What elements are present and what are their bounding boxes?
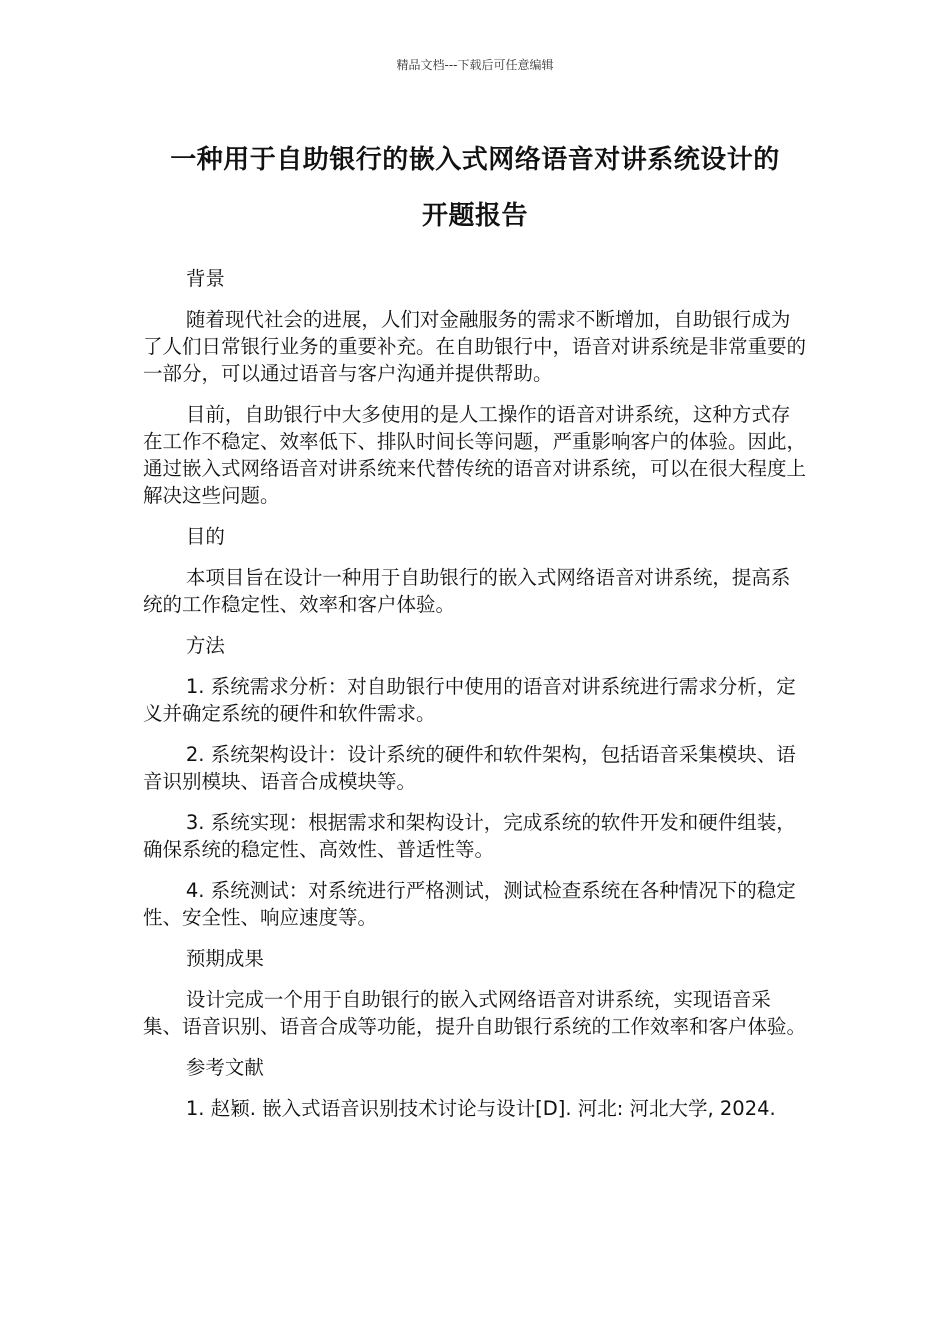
section-heading-background: 背景	[185, 267, 225, 290]
background-paragraph-2: 目前，自助银行中大多使用的是人工操作的语音对讲系统，这种方式存在工作不稳定、效率低下、排队时间长等问题，严重影响客户的体验。因此，通过嵌入式网络语音对讲系统来代替传统的语音对讲系统，可以在很大程度上解决这些问题。	[143, 403, 807, 507]
section-heading-method: 方法	[185, 634, 225, 657]
title-line-1: 一种用于自助银行的嵌入式网络语音对讲系统设计的	[170, 145, 780, 175]
background-paragraph-1: 随着现代社会的进展，人们对金融服务的需求不断增加，自助银行成为了人们日常银行业务的重要补充。在自助银行中，语音对讲系统是非常重要的一部分，可以通过语音与客户沟通并提供帮助。	[143, 308, 807, 385]
method-item-1: 1. 系统需求分析：对自助银行中使用的语音对讲系统进行需求分析，定义并确定系统的硬件和软件需求。	[143, 675, 796, 725]
outcome-paragraph: 设计完成一个用于自助银行的嵌入式网络语音对讲系统，实现语音采集、语音识别、语音合成等功能，提升自助银行系统的工作效率和客户体验。	[143, 988, 807, 1038]
section-heading-references: 参考文献	[185, 1056, 264, 1079]
section-heading-outcome: 预期成果	[185, 947, 264, 970]
method-item-4: 4. 系统测试：对系统进行严格测试，测试检查系统在各种情况下的稳定性、安全性、响应速度等。	[143, 879, 796, 929]
title-line-2: 开题报告	[421, 201, 528, 231]
reference-item-1: 1. 赵颖. 嵌入式语音识别技术讨论与设计[D]. 河北: 河北大学, 2024.	[185, 1097, 776, 1120]
section-heading-purpose: 目的	[185, 525, 225, 548]
purpose-paragraph: 本项目旨在设计一种用于自助银行的嵌入式网络语音对讲系统，提高系统的工作稳定性、效率和客户体验。	[143, 566, 791, 616]
header-note: 精品文档---下载后可任意编辑	[396, 58, 554, 72]
method-item-2: 2. 系统架构设计：设计系统的硬件和软件架构，包括语音采集模块、语音识别模块、语音合成模块等。	[143, 743, 796, 793]
document-title	[110, 132, 840, 244]
method-item-3: 3. 系统实现：根据需求和架构设计，完成系统的软件开发和硬件组装，确保系统的稳定性、高效性、普适性等。	[143, 811, 796, 861]
document-body	[143, 265, 808, 1136]
